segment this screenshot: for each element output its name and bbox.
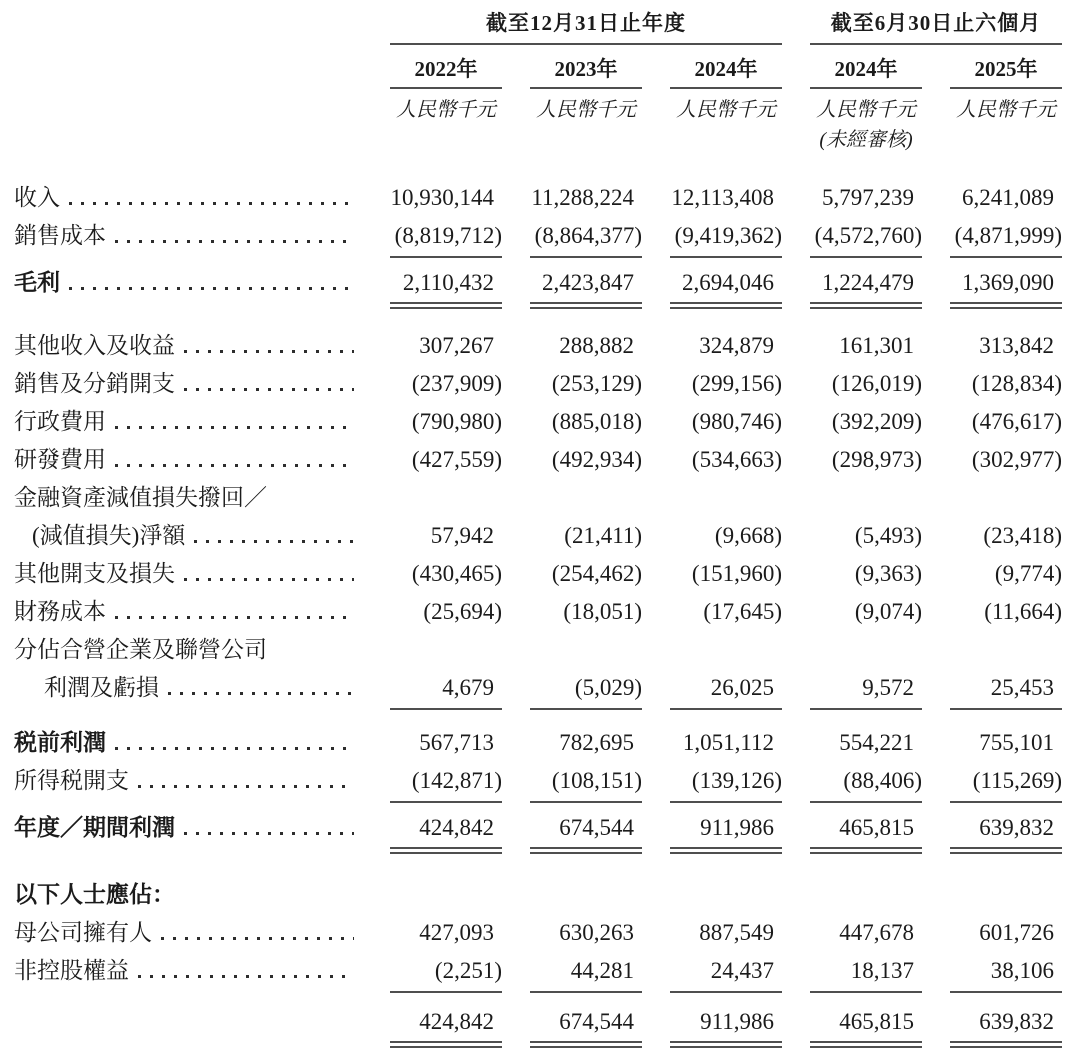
table-row xyxy=(14,409,1062,435)
table-row xyxy=(14,447,1062,473)
value-cell: (253,129) xyxy=(551,371,642,396)
value-cell: 11,288,224 xyxy=(531,185,634,210)
table-body xyxy=(14,185,1062,1048)
value-cell: (108,151) xyxy=(530,768,642,803)
table-row xyxy=(14,675,1062,710)
value-cell: 307,267 xyxy=(419,333,494,358)
unit-column-header xyxy=(810,98,922,153)
row-label: 利潤及虧損 xyxy=(44,675,159,700)
value-cell: 12,113,408 xyxy=(671,185,774,210)
value-cell: (9,668) xyxy=(714,523,782,548)
row-label-cell xyxy=(14,561,362,587)
unit-column-header xyxy=(670,98,782,128)
value-cell: (885,018) xyxy=(551,409,642,434)
value-cell: 427,093 xyxy=(419,920,494,945)
value-cell: (5,029) xyxy=(530,675,642,710)
header-year-row xyxy=(14,56,1062,89)
value-cell: 424,842 xyxy=(390,815,502,854)
row-label: 銷售及分銷開支 xyxy=(14,371,175,396)
value-cell: 4,679 xyxy=(390,675,502,710)
row-label-cell xyxy=(14,333,362,359)
value-cell: 313,842 xyxy=(979,333,1054,358)
row-label: 以下人士應佔： xyxy=(14,882,175,907)
row-label: 研發費用 xyxy=(14,447,106,472)
value-cell: (980,746) xyxy=(691,409,782,434)
value-cell: 1,369,090 xyxy=(950,270,1062,309)
value-cell: 465,815 xyxy=(810,1009,922,1048)
value-cell: (5,493) xyxy=(854,523,922,548)
value-cell: 2,694,046 xyxy=(670,270,782,309)
table-row xyxy=(14,599,1062,625)
table-row xyxy=(14,185,1062,211)
value-cell: 1,224,479 xyxy=(810,270,922,309)
dot-leader xyxy=(138,975,354,978)
value-cell: 324,879 xyxy=(699,333,774,358)
table-row xyxy=(14,333,1062,359)
value-cell: (302,977) xyxy=(971,447,1062,472)
row-label-cell xyxy=(14,768,362,794)
unit-column-header xyxy=(950,98,1062,128)
row-label: 年度／期間利潤 xyxy=(14,815,175,840)
row-label: 財務成本 xyxy=(14,599,106,624)
value-cell: (128,834) xyxy=(971,371,1062,396)
value-cell: 5,797,239 xyxy=(822,185,914,210)
table-row xyxy=(14,958,1062,993)
value-cell: (4,572,760) xyxy=(810,223,922,258)
value-cell: 2,423,847 xyxy=(530,270,642,309)
value-cell: (392,209) xyxy=(831,409,922,434)
value-cell: (790,980) xyxy=(411,409,502,434)
value-cell: (151,960) xyxy=(691,561,782,586)
value-cell: (139,126) xyxy=(670,768,782,803)
value-cell: 911,986 xyxy=(670,815,782,854)
value-cell: 911,986 xyxy=(670,1009,782,1048)
unit-column-header xyxy=(390,98,502,128)
value-cell: 288,882 xyxy=(559,333,634,358)
value-cell: 25,453 xyxy=(950,675,1062,710)
row-label-cell xyxy=(14,523,362,549)
dot-leader xyxy=(115,616,354,619)
row-label-cell xyxy=(14,675,362,701)
currency-unit-label: 人民幣千元 xyxy=(536,99,636,121)
dot-leader xyxy=(161,937,354,940)
value-cell: (9,774) xyxy=(994,561,1062,586)
value-cell: 6,241,089 xyxy=(962,185,1054,210)
value-cell: (115,269) xyxy=(950,768,1062,803)
row-label: (減值損失)淨額 xyxy=(32,523,186,548)
table-row xyxy=(14,920,1062,946)
table-row xyxy=(14,523,1062,549)
dot-leader xyxy=(138,785,354,788)
row-label-cell xyxy=(14,447,362,473)
table-row xyxy=(14,882,1062,908)
currency-unit-label: 人民幣千元 xyxy=(816,99,916,121)
table-row xyxy=(14,637,1062,663)
year-column-header: 2022年 xyxy=(390,56,502,89)
unit-column-header xyxy=(530,98,642,128)
value-cell: 9,572 xyxy=(810,675,922,710)
currency-unit-label: 人民幣千元 xyxy=(676,99,776,121)
row-label: 收入 xyxy=(14,185,60,210)
dot-leader xyxy=(184,832,354,835)
value-cell: 554,221 xyxy=(839,730,914,755)
value-cell: 601,726 xyxy=(979,920,1054,945)
row-label-cell xyxy=(14,637,362,663)
value-cell: (492,934) xyxy=(551,447,642,472)
value-cell: (25,694) xyxy=(423,599,502,624)
value-cell: 57,942 xyxy=(430,523,494,548)
row-label: 其他收入及收益 xyxy=(14,333,175,358)
row-label-cell xyxy=(14,270,362,296)
currency-unit-label: 人民幣千元 xyxy=(396,99,496,121)
row-label-cell xyxy=(14,371,362,397)
value-cell: 639,832 xyxy=(950,1009,1062,1048)
dot-leader xyxy=(184,388,354,391)
table-row xyxy=(14,485,1062,511)
value-cell: 10,930,144 xyxy=(390,185,494,210)
value-cell: 755,101 xyxy=(979,730,1054,755)
header-unit-row xyxy=(14,98,1062,153)
value-cell: (2,251) xyxy=(390,958,502,993)
header-group-interim: 截至6月30日止六個月 xyxy=(810,10,1062,45)
value-cell: (534,663) xyxy=(691,447,782,472)
row-label-cell xyxy=(14,409,362,435)
value-cell: 161,301 xyxy=(839,333,914,358)
dot-leader xyxy=(115,464,354,467)
row-label: 銷售成本 xyxy=(14,223,106,248)
dot-leader xyxy=(168,692,354,695)
unaudited-note: (未經審核) xyxy=(819,129,913,151)
year-column-header: 2025年 xyxy=(950,56,1062,89)
table-row xyxy=(14,768,1062,803)
value-cell: (254,462) xyxy=(551,561,642,586)
dot-leader xyxy=(115,426,354,429)
value-cell: 18,137 xyxy=(810,958,922,993)
row-label: 行政費用 xyxy=(14,409,106,434)
table-row xyxy=(14,815,1062,854)
value-cell: 1,051,112 xyxy=(682,730,774,755)
table-row xyxy=(14,730,1062,756)
value-cell: (298,973) xyxy=(831,447,922,472)
dot-leader xyxy=(184,350,354,353)
row-label-cell xyxy=(14,485,362,511)
row-label-cell xyxy=(14,599,362,625)
year-column-header: 2024年 xyxy=(670,56,782,89)
value-cell: 567,713 xyxy=(419,730,494,755)
value-cell: (8,819,712) xyxy=(390,223,502,258)
value-cell: 2,110,432 xyxy=(390,270,502,309)
year-column-header: 2024年 xyxy=(810,56,922,89)
value-cell: (21,411) xyxy=(564,523,642,548)
row-label-cell xyxy=(14,882,362,908)
dot-leader xyxy=(69,202,354,205)
dot-leader xyxy=(184,578,354,581)
dot-leader xyxy=(69,287,354,290)
value-cell: 38,106 xyxy=(950,958,1062,993)
row-label-cell xyxy=(14,815,362,841)
header-group-row xyxy=(14,10,1062,45)
value-cell: (126,019) xyxy=(831,371,922,396)
value-cell: 447,678 xyxy=(839,920,914,945)
row-label: 非控股權益 xyxy=(14,958,129,983)
value-cell: (11,664) xyxy=(984,599,1062,624)
dot-leader xyxy=(115,747,354,750)
row-label: 分佔合營企業及聯營公司 xyxy=(14,637,267,662)
value-cell: (9,363) xyxy=(854,561,922,586)
value-cell: 44,281 xyxy=(530,958,642,993)
value-cell: 639,832 xyxy=(950,815,1062,854)
row-label-cell xyxy=(14,185,362,211)
row-label: 母公司擁有人 xyxy=(14,920,152,945)
value-cell: (23,418) xyxy=(983,523,1062,548)
value-cell: 782,695 xyxy=(559,730,634,755)
year-column-header: 2023年 xyxy=(530,56,642,89)
row-label: 其他開支及損失 xyxy=(14,561,175,586)
value-cell: (17,645) xyxy=(703,599,782,624)
header-group-annual: 截至12月31日止年度 xyxy=(390,10,782,45)
value-cell: 887,549 xyxy=(699,920,774,945)
row-label: 税前利潤 xyxy=(14,730,106,755)
value-cell: (427,559) xyxy=(411,447,502,472)
table-row xyxy=(14,561,1062,587)
row-label: 金融資產減值損失撥回／ xyxy=(14,485,267,510)
value-cell: (88,406) xyxy=(810,768,922,803)
dot-leader xyxy=(194,540,354,543)
value-cell: (476,617) xyxy=(971,409,1062,434)
value-cell: 424,842 xyxy=(390,1009,502,1048)
table-row xyxy=(14,371,1062,397)
value-cell: 630,263 xyxy=(559,920,634,945)
value-cell: 24,437 xyxy=(670,958,782,993)
row-label: 所得税開支 xyxy=(14,768,129,793)
table-row xyxy=(14,223,1062,258)
currency-unit-label: 人民幣千元 xyxy=(956,99,1056,121)
value-cell: (299,156) xyxy=(691,371,782,396)
table-row xyxy=(14,270,1062,309)
row-label-cell xyxy=(14,920,362,946)
table-row xyxy=(14,1009,1062,1048)
row-label-cell xyxy=(14,223,362,249)
value-cell: 26,025 xyxy=(670,675,782,710)
row-label-cell xyxy=(14,730,362,756)
value-cell: (4,871,999) xyxy=(950,223,1062,258)
value-cell: (18,051) xyxy=(563,599,642,624)
value-cell: (142,871) xyxy=(390,768,502,803)
value-cell: (8,864,377) xyxy=(530,223,642,258)
row-label-cell xyxy=(14,958,362,984)
value-cell: 674,544 xyxy=(530,1009,642,1048)
value-cell: (237,909) xyxy=(411,371,502,396)
value-cell: (9,419,362) xyxy=(670,223,782,258)
value-cell: 465,815 xyxy=(810,815,922,854)
value-cell: (430,465) xyxy=(411,561,502,586)
value-cell: 674,544 xyxy=(530,815,642,854)
dot-leader xyxy=(115,240,354,243)
row-label: 毛利 xyxy=(14,270,60,295)
value-cell: (9,074) xyxy=(854,599,922,624)
